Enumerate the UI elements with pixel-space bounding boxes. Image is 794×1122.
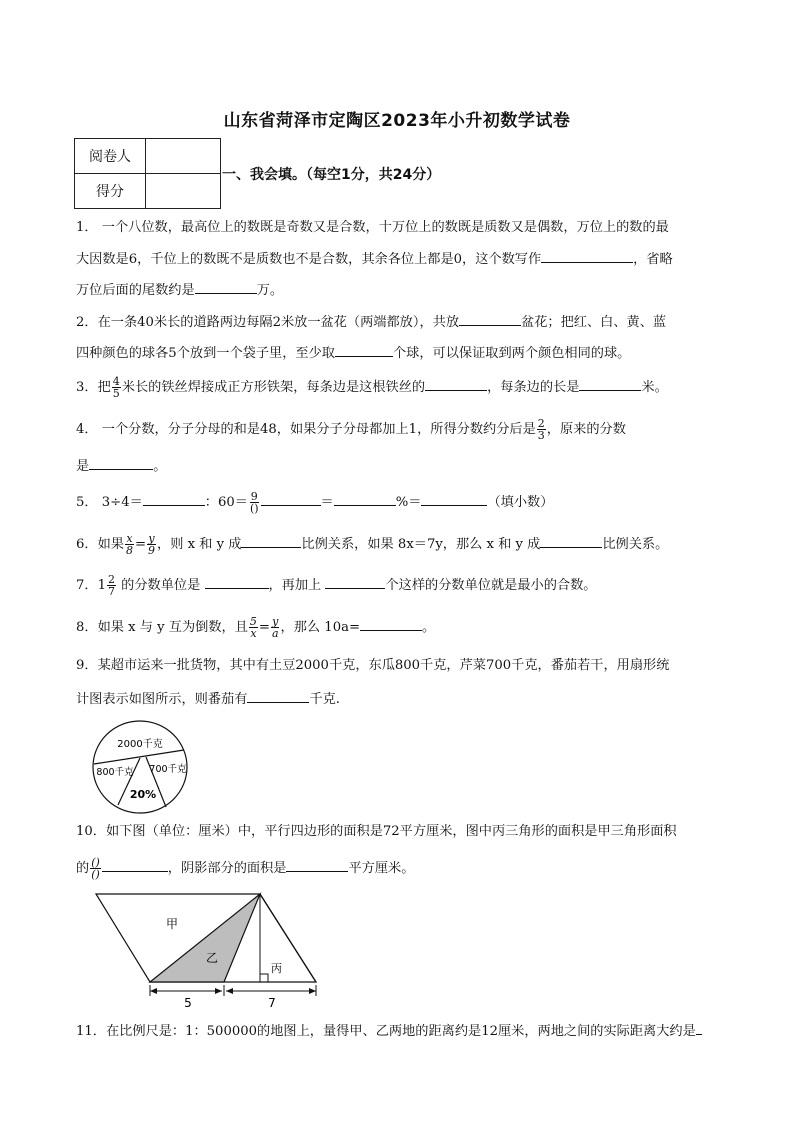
dim-arrow-left-b <box>215 988 222 994</box>
reviewer-cell[interactable] <box>146 139 221 174</box>
q6-fraction-x8: $\frac{x}{8}$ <box>125 532 133 557</box>
label-jia: 甲 <box>166 917 179 931</box>
dim-label-5: 5 <box>184 996 192 1010</box>
q1-line1: 1． 一个八位数，最高位上的数既是奇数又是合数，十万位上的数既是质数又是偶数，万位上的数的最 <box>76 220 669 235</box>
q1-line2: 大因数是6，千位上的数既不是质数也不是合数，其余各位上都是0，这个数写作 ，省略 <box>76 248 673 270</box>
q4-line1: 4． 一个分数，分子分母的和是48，如果分子分母都加上1，所得分数约分后是 $\frac{2}{3}$ ，原来的分数 <box>76 417 626 442</box>
score-table <box>74 138 221 209</box>
dim-label-7: 7 <box>268 996 276 1010</box>
dim-arrow-right-b <box>309 988 316 994</box>
q10-line1: 10．如下图（单位：厘米）中，平行四边形的面积是72平方厘米，图中丙三角形的面积是甲三角形面积 <box>76 824 677 839</box>
q7-line: 7．1 $\frac{2}{7}$ 的分数单位是 ，再加上 个这样的分数单位就是最小的合数。 <box>76 573 597 598</box>
q5-blank-1[interactable] <box>143 491 205 506</box>
q1-line3: 万位后面的尾数约是 万。 <box>76 279 283 301</box>
q11-line: 11．在比例尺是：1：500000的地图上，量得甲、乙两地的距离约是12厘米，两地之间的实际距离大约是 <box>76 1020 702 1042</box>
reviewer-label: 阅卷人 <box>75 139 146 174</box>
q3-line: 3．把 $\frac{4}{5}$ 米长的铁丝焊接成正方形铁架，每条边是这根铁丝的 ，每条边的长是 米。 <box>76 375 668 400</box>
q4-line2: 是 。 <box>76 455 166 477</box>
pie-label-celery: 700千克 <box>149 764 187 775</box>
q4-fraction: $\frac{2}{3}$ <box>537 417 545 442</box>
q1-answer-blank[interactable] <box>541 248 633 263</box>
label-bing: 丙 <box>271 962 282 975</box>
q9-blank[interactable] <box>247 688 309 703</box>
q9-line1: 9．某超市运来一批货物，其中有土豆2000千克，东瓜800千克，芹菜700千克，番茄若干，用扇形统 <box>76 658 670 673</box>
q3-length-blank[interactable] <box>579 376 641 391</box>
q3-fraction: $\frac{4}{5}$ <box>112 375 120 400</box>
q7-mixed-whole: 1 <box>97 578 106 593</box>
q5-blank-3[interactable] <box>334 491 396 506</box>
pie-label-melon: 800千克 <box>96 767 134 778</box>
score-label: 得分 <box>75 174 146 209</box>
q4-answer-blank[interactable] <box>89 455 153 470</box>
triangle-bing-edge <box>260 894 316 982</box>
section-heading: 一、我会填。（每空1分，共24分） <box>222 167 441 183</box>
q2-line2: 四种颜色的球各5个放到一个袋子里，至少取 个球，可以保证取到两个颜色相同的球。 <box>76 342 630 364</box>
right-angle-mark <box>260 974 268 982</box>
q8-blank[interactable] <box>360 616 422 631</box>
q2-balls-blank[interactable] <box>335 342 393 357</box>
label-yi: 乙 <box>206 951 219 965</box>
q10-area-blank[interactable] <box>286 857 348 872</box>
q3-fraction-blank[interactable] <box>425 376 487 391</box>
q2-pots-blank[interactable] <box>459 311 521 326</box>
page-title: 山东省菏泽市定陶区2023年小升初数学试卷 <box>223 111 571 131</box>
score-cell[interactable] <box>146 174 221 209</box>
q5-fraction: $\frac{9}{()}$ <box>249 490 259 515</box>
q10-fraction-blank[interactable] <box>102 857 168 872</box>
parallelogram-figure <box>88 888 328 1010</box>
q6-fraction-y9: $\frac{y}{9}$ <box>148 532 156 557</box>
q8-fraction-ya: $\frac{y}{a}$ <box>271 615 279 640</box>
q5-blank-4[interactable] <box>421 491 487 506</box>
q10-line2: 的 $\frac{()}{()}$ ，阴影部分的面积是 平方厘米。 <box>76 856 415 881</box>
q7-blank-2[interactable] <box>325 574 385 589</box>
q5-line: 5． 3÷4＝ ：60＝ $\frac{9}{()}$ ＝ %＝ （填小数） <box>76 490 554 515</box>
q6-blank-1[interactable] <box>241 533 301 548</box>
dim-arrow-right-a <box>226 988 233 994</box>
q7-fraction: $\frac{2}{7}$ <box>107 573 115 598</box>
q8-fraction-5x: $\frac{5}{x}$ <box>249 615 257 640</box>
pie-divider-top <box>94 750 184 764</box>
q9-line2: 计图表示如图所示，则番茄有 千克. <box>76 688 340 710</box>
q8-line: 8．如果 x 与 y 互为倒数，且 $\frac{5}{x}$ = $\frac{y}{a}$ ，那么 10a= 。 <box>76 615 436 640</box>
q2-line1: 2．在一条40米长的道路两边每隔2米放一盆花（两端都放），共放 盆花；把红、白、黄、蓝 <box>76 311 666 333</box>
pie-label-tomato: 20% <box>129 788 157 801</box>
pie-label-potato: 2000千克 <box>117 739 163 750</box>
q6-blank-2[interactable] <box>540 533 602 548</box>
shaded-triangle-yi <box>150 894 260 982</box>
q5-blank-2[interactable] <box>261 491 321 506</box>
pie-chart <box>88 718 198 818</box>
q11-blank[interactable] <box>696 1020 702 1035</box>
dim-arrow-left-a <box>150 988 157 994</box>
q7-blank-1[interactable] <box>205 574 269 589</box>
q10-fraction: $\frac{()}{()}$ <box>91 856 100 881</box>
q1-approx-blank[interactable] <box>195 279 257 294</box>
q6-line: 6．如果 $\frac{x}{8}$ = $\frac{y}{9}$ ，则 x 和 y 成 比例关系，如果 8x＝7y，那么 x 和 y 成 比例关系。 <box>76 532 669 557</box>
